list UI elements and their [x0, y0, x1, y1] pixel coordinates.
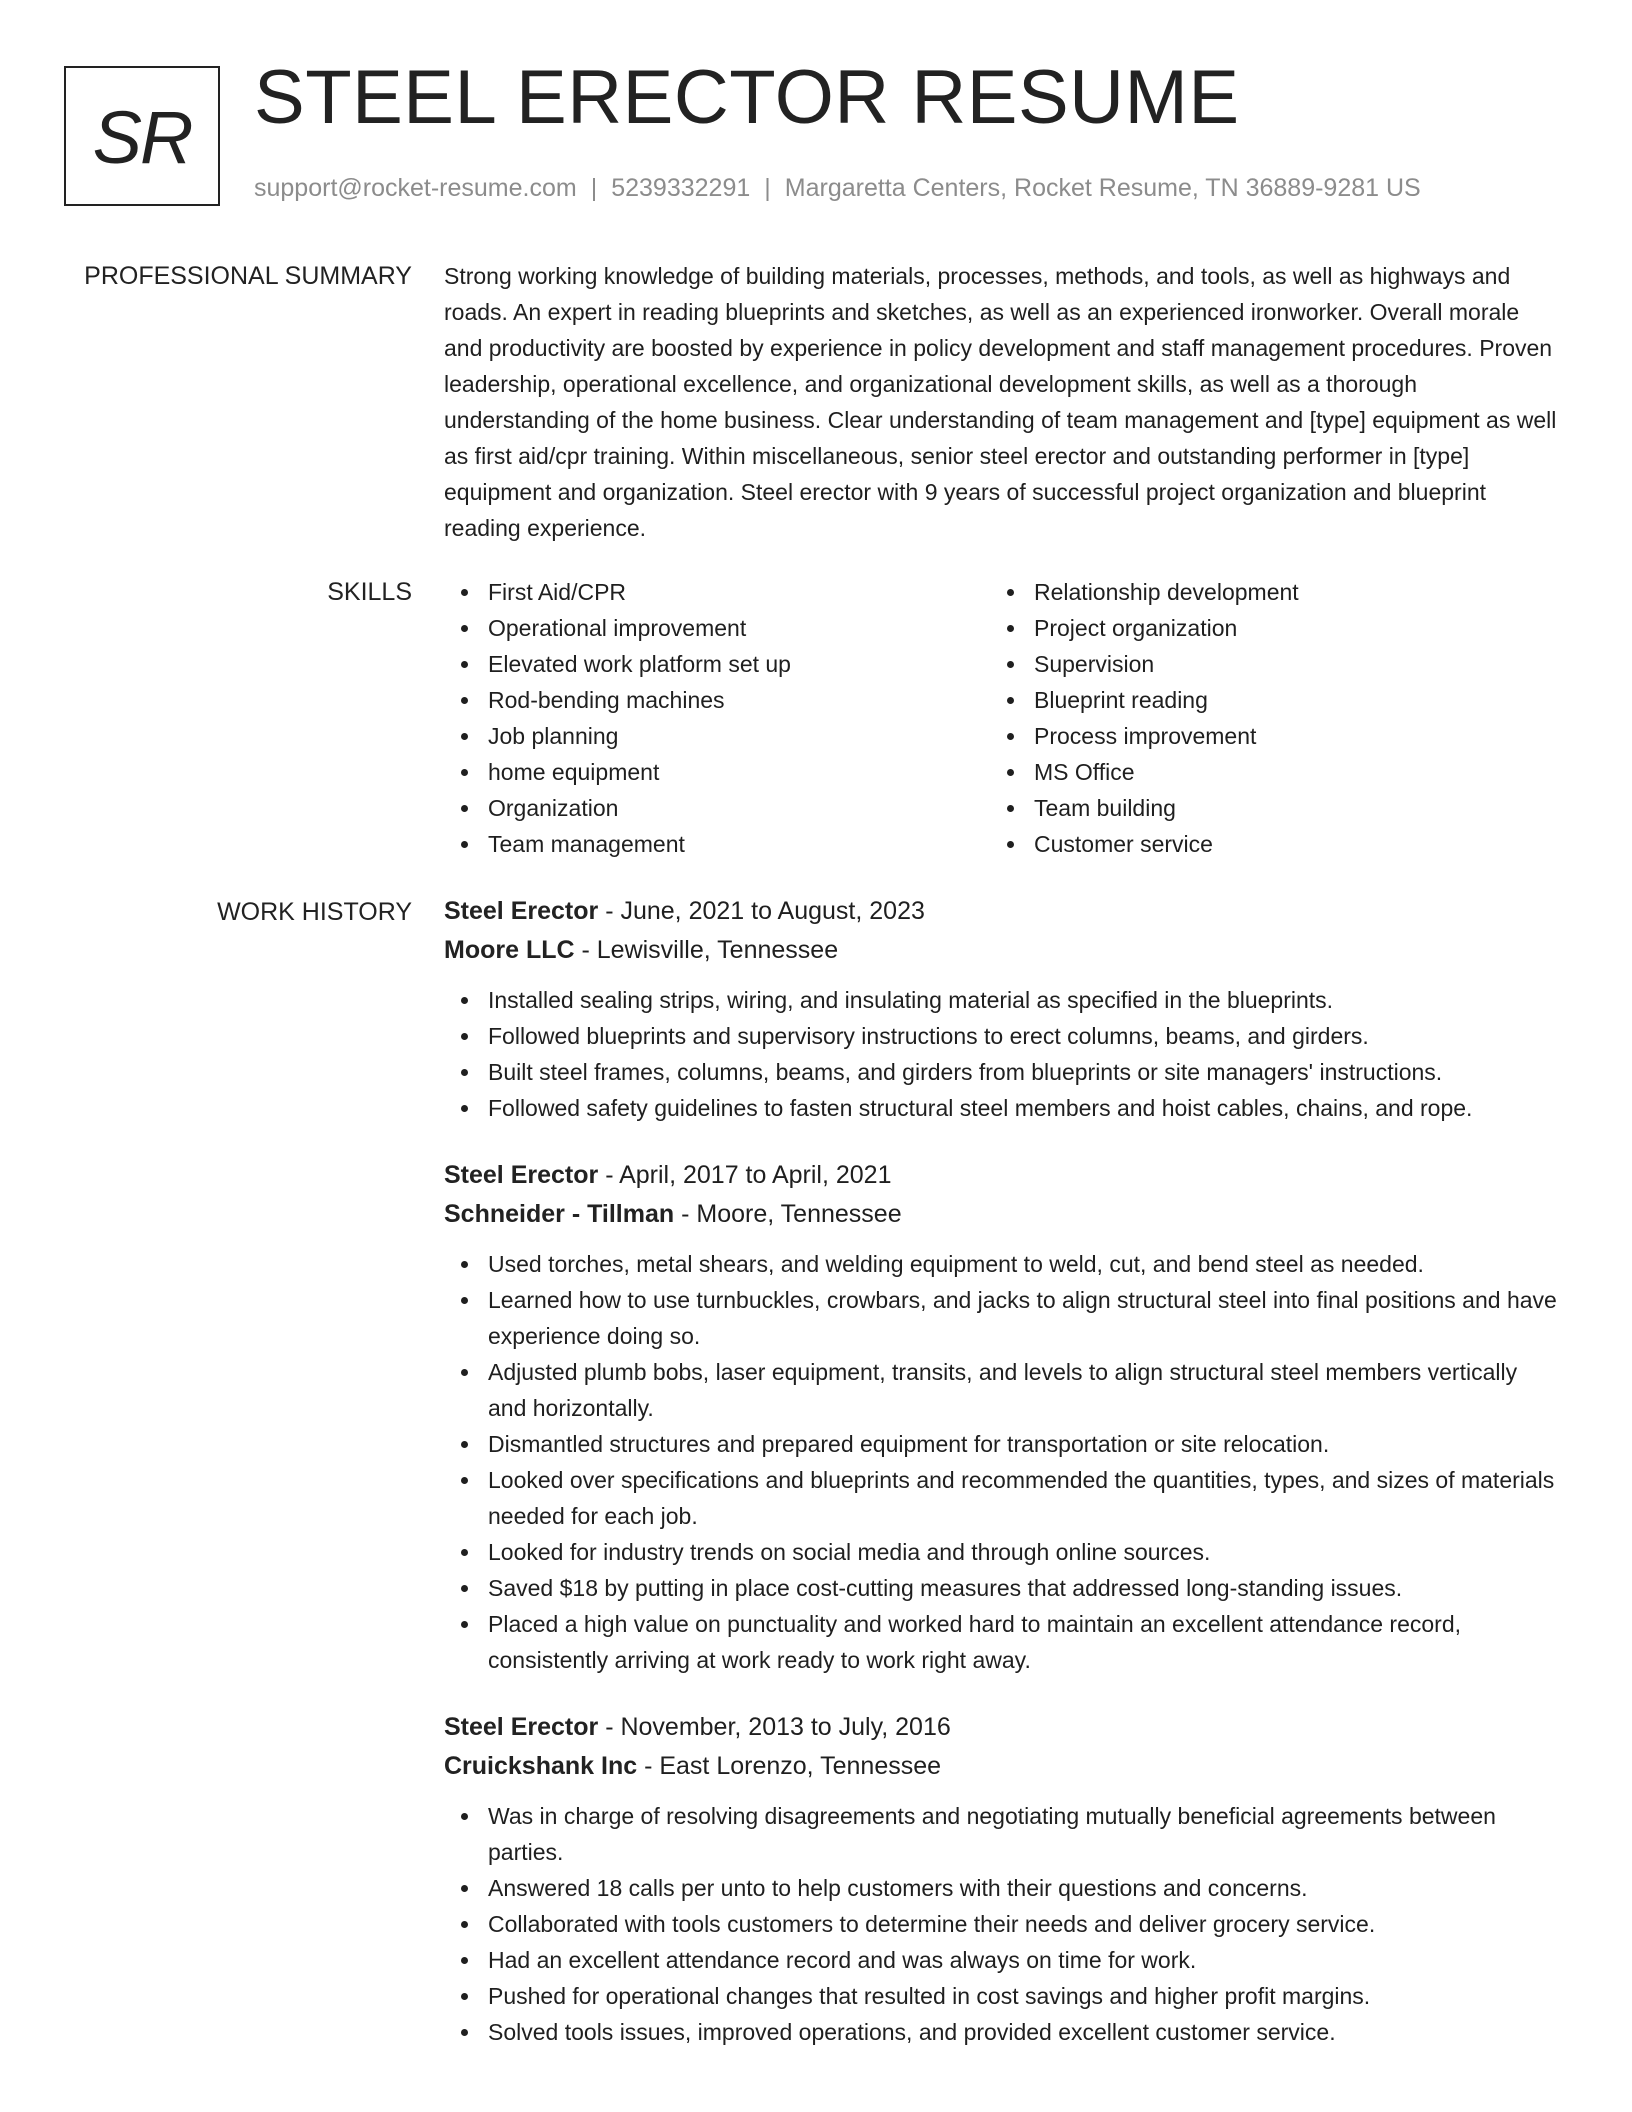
job-company-line [444, 1747, 1560, 1786]
contact-separator: | [764, 174, 771, 202]
job-bullet: Built steel frames, columns, beams, and girders from blueprints or site managers' instructions. [444, 1054, 1560, 1090]
job-company: Schneider - Tillman [444, 1200, 675, 1228]
job-entry [444, 892, 1560, 1126]
job-bullet: Answered 18 calls per unto to help customers with their questions and concerns. [444, 1870, 1560, 1906]
job-bullet: Dismantled structures and prepared equipment for transportation or site relocation. [444, 1426, 1560, 1462]
skill-item: Blueprint reading [990, 682, 1536, 718]
skill-item: Organization [444, 790, 990, 826]
job-bullet: Pushed for operational changes that resulted in cost savings and higher profit margins. [444, 1978, 1560, 2014]
skill-item: Rod-bending machines [444, 682, 990, 718]
contact-separator: | [590, 174, 598, 202]
resume-title: STEEL ERECTOR RESUME [254, 55, 1240, 140]
skills-list-left [444, 574, 990, 862]
skill-item: First Aid/CPR [444, 574, 990, 610]
skill-item: home equipment [444, 754, 990, 790]
skills-list-right [990, 574, 1536, 862]
job-bullet: Installed sealing strips, wiring, and insulating material as specified in the blueprints. [444, 982, 1560, 1018]
skill-item: Relationship development [990, 574, 1536, 610]
job-company: Cruickshank Inc [444, 1752, 638, 1780]
skill-item: Customer service [990, 826, 1536, 862]
skill-item: Team building [990, 790, 1536, 826]
job-bullets [444, 1798, 1560, 2050]
skill-item: Supervision [990, 646, 1536, 682]
job-dates: - November, 2013 to July, 2016 [598, 1713, 951, 1741]
job-bullet: Learned how to use turnbuckles, crowbars, and jacks to align structural steel into final positions and have experience doing so. [444, 1282, 1560, 1354]
skill-item: Project organization [990, 610, 1536, 646]
job-company-line [444, 1195, 1560, 1234]
skills-body [444, 574, 1560, 862]
job-bullet: Placed a high value on punctuality and worked hard to maintain an excellent attendance record, consistently arriving at work ready to work right away. [444, 1606, 1560, 1678]
job-bullets [444, 1246, 1560, 1678]
initials-text: SR [92, 95, 192, 179]
job-bullet: Followed safety guidelines to fasten structural steel members and hoist cables, chains, and rope. [444, 1090, 1560, 1126]
job-bullet: Used torches, metal shears, and welding equipment to weld, cut, and bend steel as needed. [444, 1246, 1560, 1282]
job-bullet: Collaborated with tools customers to determine their needs and deliver grocery service. [444, 1906, 1560, 1942]
section-label-skills: SKILLS [327, 578, 412, 606]
job-dates: - April, 2017 to April, 2021 [598, 1161, 892, 1189]
work-history-body [444, 892, 1560, 2080]
summary-body [444, 258, 1560, 546]
job-bullet: Looked for industry trends on social media and through online sources. [444, 1534, 1560, 1570]
job-company-line [444, 931, 1560, 970]
skill-item: Team management [444, 826, 990, 862]
initials-monogram [64, 66, 220, 206]
skill-item: Process improvement [990, 718, 1536, 754]
job-bullets [444, 982, 1560, 1126]
job-bullet: Followed blueprints and supervisory instructions to erect columns, beams, and girders. [444, 1018, 1560, 1054]
section-label-work: WORK HISTORY [217, 898, 412, 926]
job-location: - Lewisville, Tennessee [574, 936, 839, 964]
job-location: - East Lorenzo, Tennessee [637, 1752, 942, 1780]
job-location: - Moore, Tennessee [674, 1200, 902, 1228]
job-title: Steel Erector [444, 1161, 599, 1189]
contact-email: support@rocket-resume.com [254, 174, 577, 202]
contact-line [254, 174, 1421, 203]
job-dates: - June, 2021 to August, 2023 [598, 897, 925, 925]
skill-item: MS Office [990, 754, 1536, 790]
skill-item: Elevated work platform set up [444, 646, 990, 682]
job-bullet: Looked over specifications and blueprints and recommended the quantities, types, and sizes of materials needed for each job. [444, 1462, 1560, 1534]
skill-item: Job planning [444, 718, 990, 754]
job-title: Steel Erector [444, 1713, 599, 1741]
job-title-line [444, 1156, 1560, 1195]
job-bullet: Had an excellent attendance record and was always on time for work. [444, 1942, 1560, 1978]
job-entry [444, 1708, 1560, 2050]
job-bullet: Solved tools issues, improved operations, and provided excellent customer service. [444, 2014, 1560, 2050]
contact-address: Margaretta Centers, Rocket Resume, TN 36889-9281 US [784, 174, 1421, 202]
job-title-line [444, 1708, 1560, 1747]
summary-text: Strong working knowledge of building materials, processes, methods, and tools, as well as highways and roads. An expert in reading blueprints and sketches, as well as an experienced ironworker. Overall morale and productivity are boosted by experience in policy development and staff management procedures. Proven leadership, operational excellence, and organizational development skills, as well as a thorough understanding of the home business. Clear understanding of team management and [type] equipment as well as first aid/cpr training. Within miscellaneous, senior steel erector and outstanding performer in [type] equipment and organization. Steel erector with 9 years of successful project organization and blueprint reading experience. [444, 263, 1557, 541]
contact-phone: 5239332291 [611, 174, 751, 202]
job-company: Moore LLC [444, 936, 575, 964]
job-bullet: Adjusted plumb bobs, laser equipment, transits, and levels to align structural steel members vertically and horizontally. [444, 1354, 1560, 1426]
job-title: Steel Erector [444, 897, 599, 925]
job-title-line [444, 892, 1560, 931]
job-bullet: Was in charge of resolving disagreements and negotiating mutually beneficial agreements between parties. [444, 1798, 1560, 1870]
job-entry [444, 1156, 1560, 1678]
section-label-summary: PROFESSIONAL SUMMARY [84, 262, 412, 290]
job-bullet: Saved $18 by putting in place cost-cutting measures that addressed long-standing issues. [444, 1570, 1560, 1606]
skill-item: Operational improvement [444, 610, 990, 646]
